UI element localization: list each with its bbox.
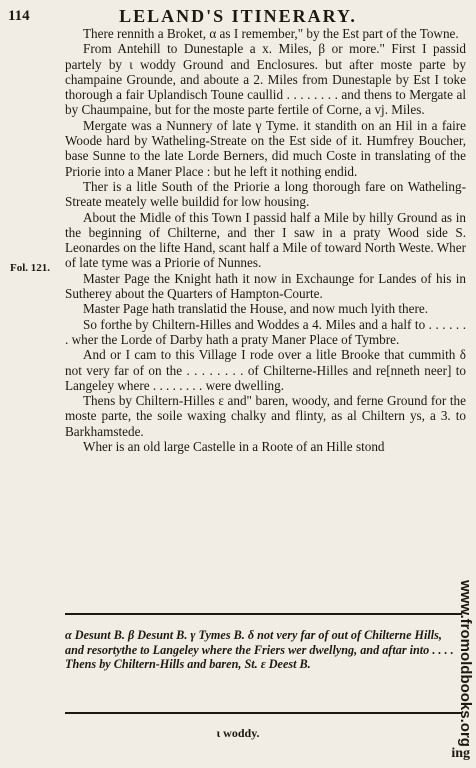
watermark-url: www.fromoldbooks.org — [457, 580, 474, 747]
paragraph: Master Page the Knight hath it now in Exchaunge for Landes of his in Sutherey about the Quarters of Hampton-Courte. — [65, 270, 466, 302]
running-head: LELAND'S ITINERARY. — [119, 6, 357, 26]
paragraph: Mergate was a Nunnery of late γ Tyme. it standith on an Hil in a faire Woode hard by Watheling-Streate on the Est side of it. Humfrey Boucher, base Sunne to the late Lorde Berners, did much Coste in translating of the Priorie into a Maner Place : but he left it nothing endid. — [65, 117, 466, 179]
paragraph: Ther is a litle South of the Priorie a long thorough fare on Watheling-Streate meately welle buildid for low housing. — [65, 178, 466, 210]
footnote: ι woddy. — [216, 726, 260, 740]
paragraph: About the Midle of this Town I passid half a Mile by hilly Ground as in the beginning of Chilterne, and ther I saw in a praty Wood side S. Leonardes on the lifte Hand, scant half a Mile of toward North Weste. Wher of late tyme was a Priorie of Nunnes. — [65, 209, 466, 271]
paragraph: From Antehill to Dunestaple a x. Miles, β or more." First I passid partely by ι woddy Ground and Enclosures. but after moste parte by champaine Grounde, and aboute a 2. Miles from Dunestaple by Est I toke thorough a fair Uplandisch Toune caullid . . . . . . . . and thens to Mergate al by Chaumpaine, but for the moste parte fertile of Corne, a vj. Miles. — [65, 41, 466, 118]
paragraph: Wher is an old large Castelle in a Roote of an Hille stond — [83, 439, 385, 455]
paragraph: And or I cam to this Village I rode over a litle Brooke that cummith δ not very far of on the . . . . . . . . of Chilterne-Hilles and re[nneth neer] to Langeley where . . . . . . . . were dwelling. — [65, 347, 466, 393]
paragraph: Thens by Chiltern-Hilles ε and" baren, woody, and ferne Ground for the moste parte, the soile waxing chalky and flinty, as al Chiltern ys, a 3. to Barkhamstede. — [65, 393, 466, 439]
folio-margin-note: Fol. 121. — [10, 262, 51, 274]
paragraph: Master Page hath translatid the House, and now much lyith there. — [83, 301, 428, 317]
main-text — [65, 26, 466, 454]
page-header — [8, 6, 468, 28]
page-number: 114 — [8, 8, 30, 24]
paragraph: There rennith a Broket, α as I remember," by the Est part of the Towne. — [83, 26, 459, 41]
paragraph: So forthe by Chiltern-Hilles and Woddes a 4. Miles and a half to . . . . . . . wher the Lorde of Darby hath a praty Maner Place of Tymbre. — [65, 316, 466, 347]
divider-rule — [65, 712, 462, 714]
divider-rule — [65, 613, 462, 615]
catchword: ing — [451, 746, 470, 761]
variant-readings: α Desunt B. β Desunt B. γ Tymes B. δ not very far of out of Chilterne Hills, and resortythe to Langeley where the Friers wer dwellyng, and aftar into . . . . Thens by Chiltern-Hills and baren, St. ε Deest B. — [65, 628, 454, 671]
